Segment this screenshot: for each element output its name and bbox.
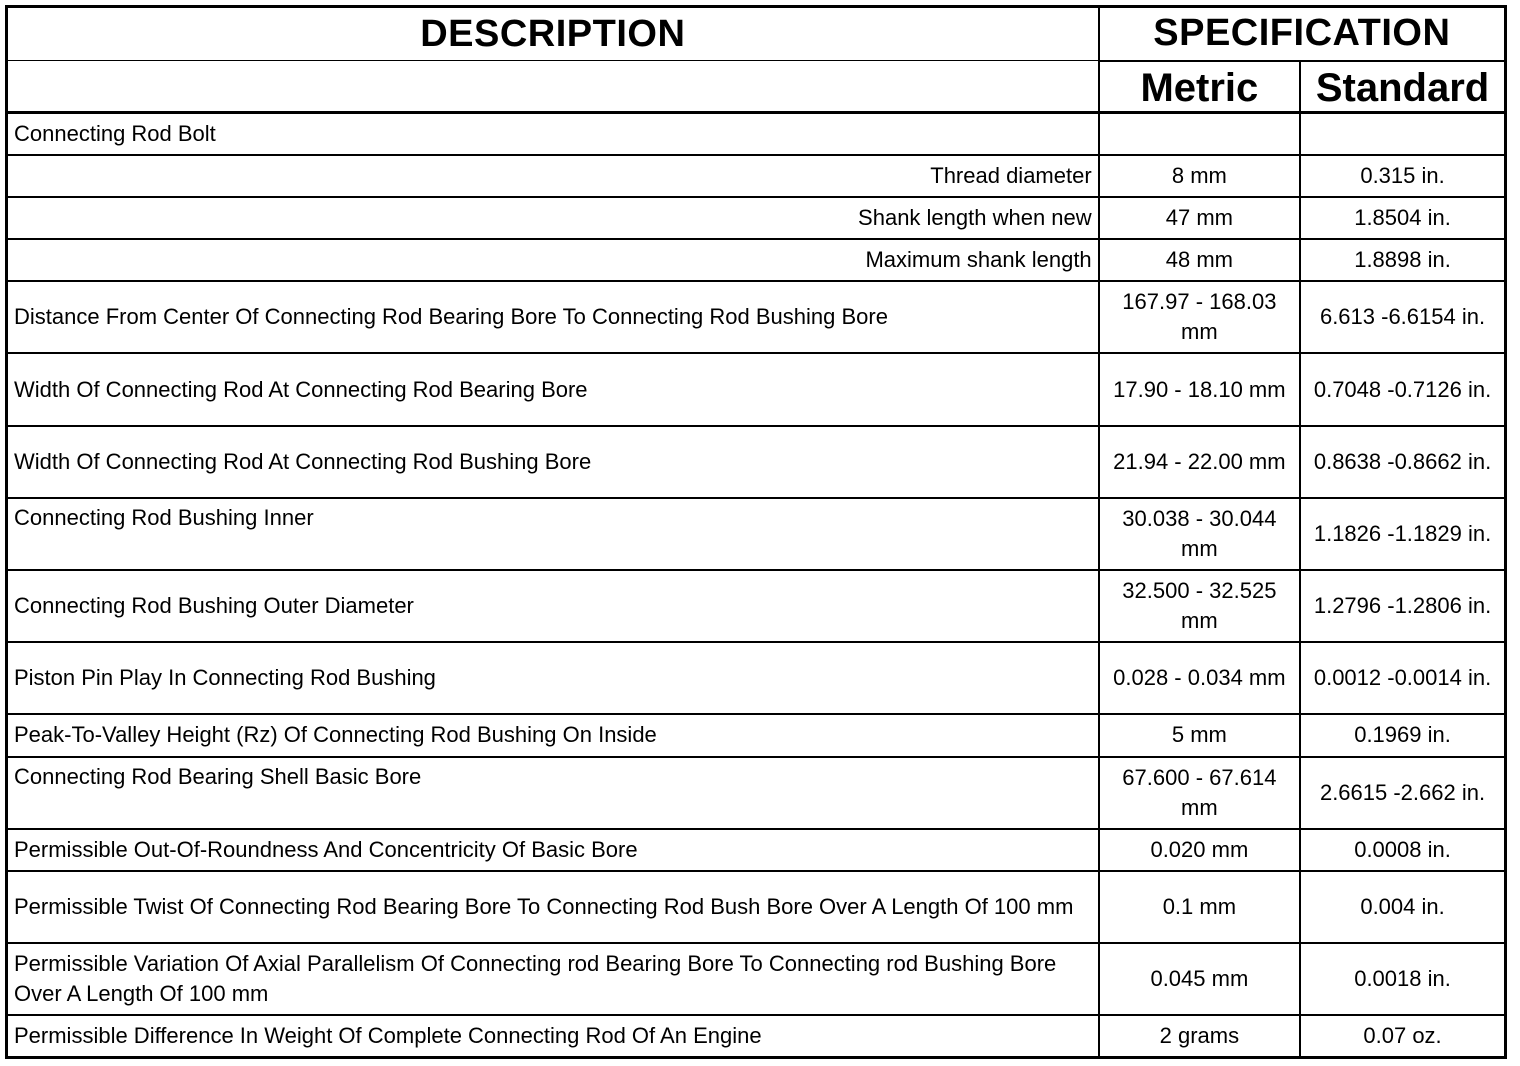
row-metric: 30.038 - 30.044 mm	[1099, 498, 1300, 570]
row-standard: 0.1969 in.	[1300, 714, 1505, 756]
row-standard	[1300, 113, 1505, 155]
row-standard: 0.07 oz.	[1300, 1015, 1505, 1057]
table-row	[7, 714, 1506, 756]
table-row	[7, 757, 1506, 829]
row-description: Connecting Rod Bolt	[7, 113, 1099, 155]
row-standard: 0.0018 in.	[1300, 943, 1505, 1015]
row-metric: 5 mm	[1099, 714, 1300, 756]
row-description: Width Of Connecting Rod At Connecting Rod Bushing Bore	[7, 426, 1099, 498]
row-standard: 1.8504 in.	[1300, 197, 1505, 239]
row-standard: 6.613 -6.6154 in.	[1300, 281, 1505, 353]
row-metric: 32.500 - 32.525 mm	[1099, 570, 1300, 642]
row-standard: 2.6615 -2.662 in.	[1300, 757, 1505, 829]
table-row	[7, 829, 1506, 871]
row-metric: 47 mm	[1099, 197, 1300, 239]
row-description: Peak-To-Valley Height (Rz) Of Connecting Rod Bushing On Inside	[7, 714, 1099, 756]
row-metric: 2 grams	[1099, 1015, 1300, 1057]
row-standard: 1.1826 -1.1829 in.	[1300, 498, 1505, 570]
table-row	[7, 281, 1506, 353]
table-row	[7, 353, 1506, 425]
row-description: Connecting Rod Bearing Shell Basic Bore	[7, 757, 1099, 829]
row-metric: 48 mm	[1099, 239, 1300, 281]
table-row	[7, 943, 1506, 1015]
row-description: Thread diameter	[7, 155, 1099, 197]
row-metric: 8 mm	[1099, 155, 1300, 197]
row-description: Connecting Rod Bushing Outer Diameter	[7, 570, 1099, 642]
row-metric: 0.1 mm	[1099, 871, 1300, 943]
row-metric: 0.045 mm	[1099, 943, 1300, 1015]
row-description: Maximum shank length	[7, 239, 1099, 281]
table-row	[7, 197, 1506, 239]
description-header: DESCRIPTION	[7, 7, 1099, 61]
table-row	[7, 155, 1506, 197]
row-standard: 0.315 in.	[1300, 155, 1505, 197]
row-standard: 1.8898 in.	[1300, 239, 1505, 281]
row-standard: 0.7048 -0.7126 in.	[1300, 353, 1505, 425]
row-metric: 17.90 - 18.10 mm	[1099, 353, 1300, 425]
row-description: Permissible Variation Of Axial Parallelism Of Connecting rod Bearing Bore To Connecting rod Bushing Bore Over A Length Of 100 mm	[7, 943, 1099, 1015]
row-description: Distance From Center Of Connecting Rod Bearing Bore To Connecting Rod Bushing Bore	[7, 281, 1099, 353]
row-description: Permissible Out-Of-Roundness And Concentricity Of Basic Bore	[7, 829, 1099, 871]
row-metric: 0.028 - 0.034 mm	[1099, 642, 1300, 714]
specification-header: SPECIFICATION	[1099, 7, 1506, 61]
row-standard: 0.0008 in.	[1300, 829, 1505, 871]
row-description: Shank length when new	[7, 197, 1099, 239]
row-description: Permissible Difference In Weight Of Complete Connecting Rod Of An Engine	[7, 1015, 1099, 1057]
metric-header: Metric	[1099, 61, 1300, 113]
row-standard: 0.004 in.	[1300, 871, 1505, 943]
row-metric	[1099, 113, 1300, 155]
row-metric: 0.020 mm	[1099, 829, 1300, 871]
table-row	[7, 113, 1506, 155]
table-row	[7, 642, 1506, 714]
row-description: Piston Pin Play In Connecting Rod Bushing	[7, 642, 1099, 714]
row-standard: 0.8638 -0.8662 in.	[1300, 426, 1505, 498]
row-metric: 21.94 - 22.00 mm	[1099, 426, 1300, 498]
table-row	[7, 498, 1506, 570]
table-row	[7, 239, 1506, 281]
description-subheader-blank	[7, 61, 1099, 113]
table-row	[7, 426, 1506, 498]
row-standard: 1.2796 -1.2806 in.	[1300, 570, 1505, 642]
row-metric: 167.97 - 168.03 mm	[1099, 281, 1300, 353]
row-description: Width Of Connecting Rod At Connecting Rod Bearing Bore	[7, 353, 1099, 425]
table-row	[7, 871, 1506, 943]
specification-table	[5, 5, 1507, 1059]
table-row	[7, 1015, 1506, 1057]
standard-header: Standard	[1300, 61, 1505, 113]
row-metric: 67.600 - 67.614 mm	[1099, 757, 1300, 829]
row-description: Connecting Rod Bushing Inner	[7, 498, 1099, 570]
row-description: Permissible Twist Of Connecting Rod Bearing Bore To Connecting Rod Bush Bore Over A Length Of 100 mm	[7, 871, 1099, 943]
row-standard: 0.0012 -0.0014 in.	[1300, 642, 1505, 714]
table-row	[7, 570, 1506, 642]
